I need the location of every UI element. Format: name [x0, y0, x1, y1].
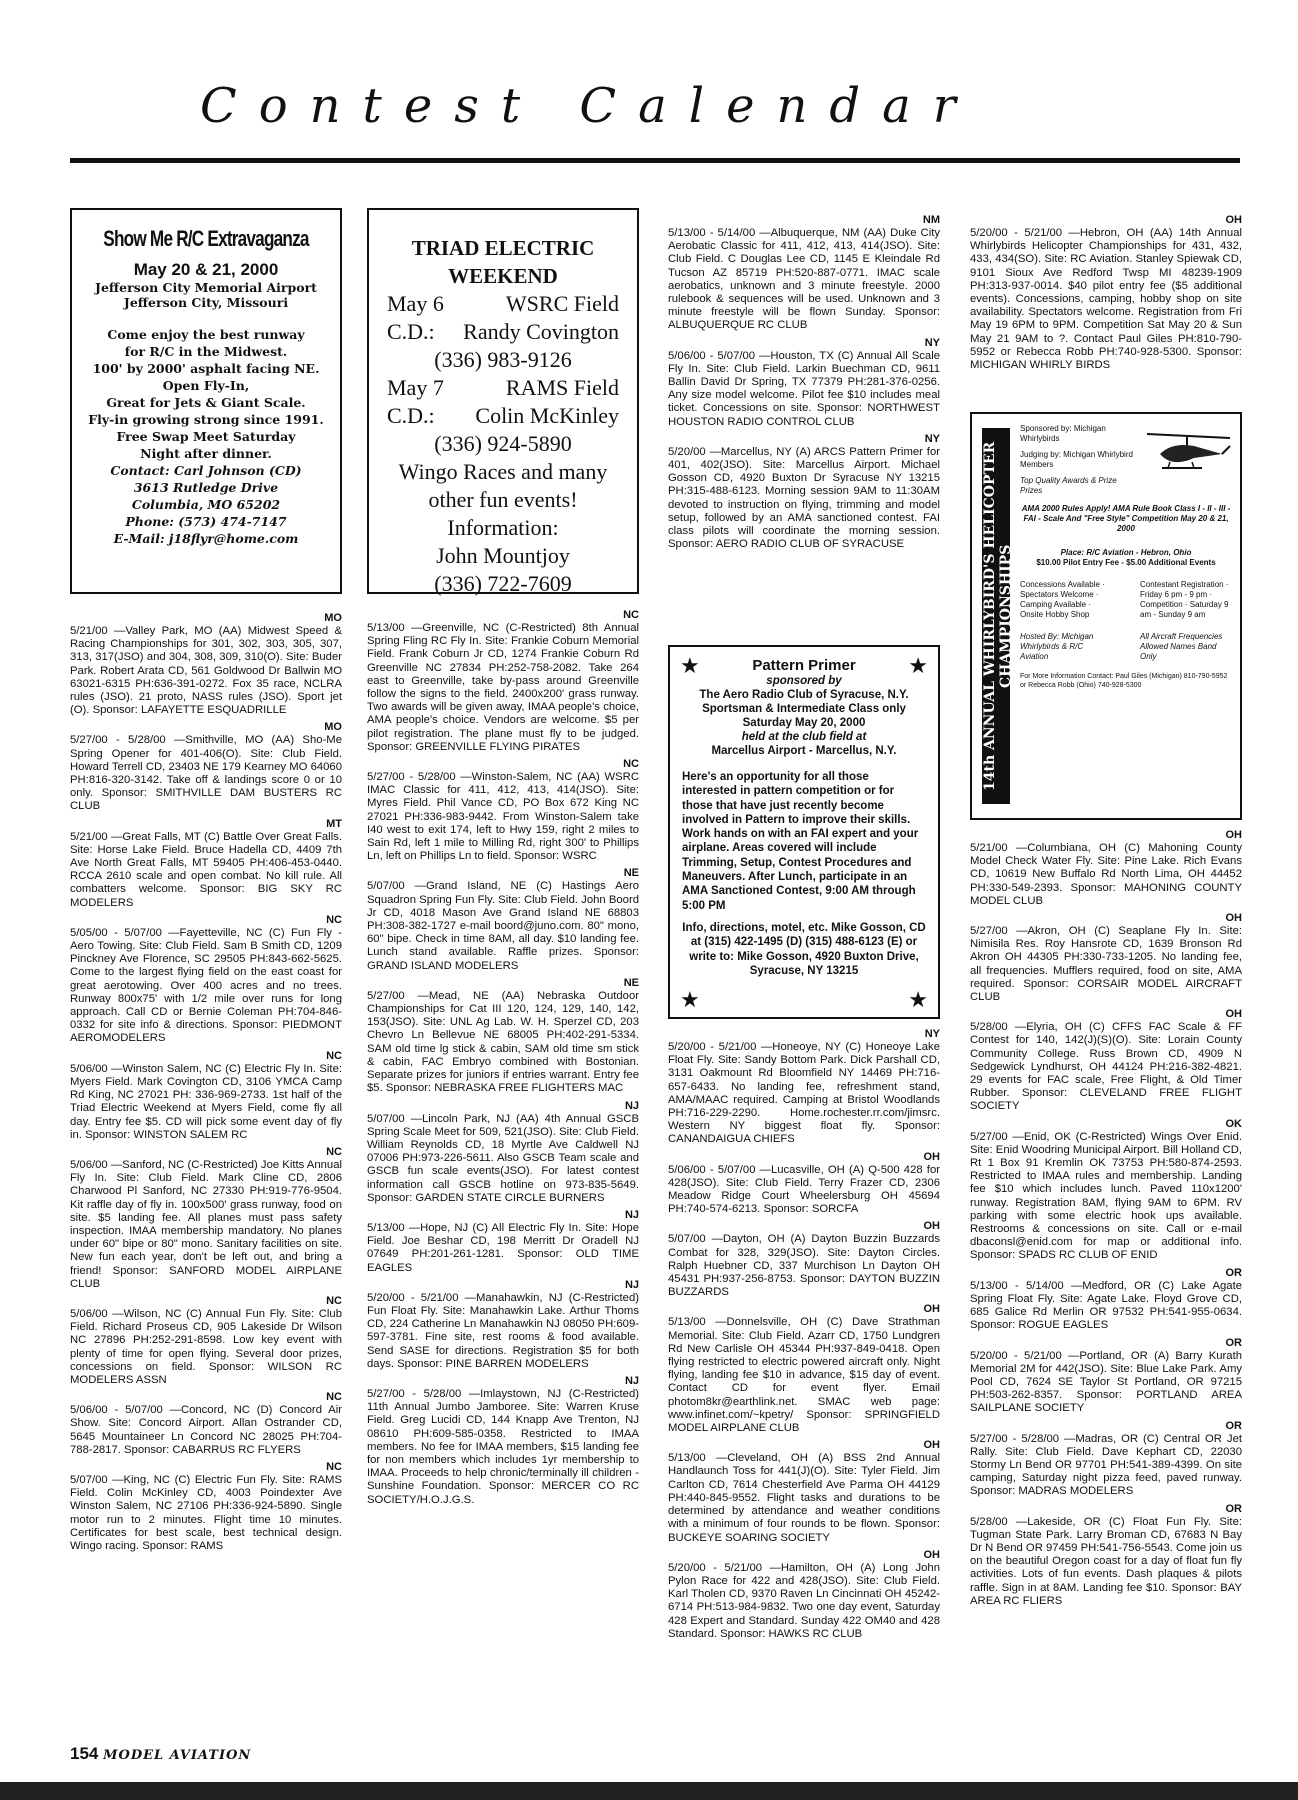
ad-line: Open Fly-In, — [162, 378, 250, 393]
state-heading: OR — [1225, 1502, 1242, 1515]
ad-sponsor-label: sponsored by — [766, 675, 842, 687]
listing-column-3-bottom — [668, 1024, 940, 1641]
state-heading: OH — [923, 1439, 940, 1452]
contest-entry: 5/20/00 - 5/21/00 —Manahawkin, NJ (C-Restricted) Fun Float Fly. Site: Manahawkin Lake. Arthur Thoms CD, 224 Catherine Ln Manahawkin NJ 08050 PH:609-597-3781. Fine site, rest rooms & food available. Send SASE for directions. Registration $5 for both days. Sponsor: PINE BARREN MODELERS — [367, 1291, 639, 1370]
ad-info-label: Information: — [447, 515, 559, 540]
contest-entry: 5/06/00 - 5/07/00 —Lucasville, OH (A) Q-500 428 for 428(JSO). Site: Club Field. Terry Frazer CD, 2306 Meadow Ridge Court Wheelersburg OH 45694 PH:740-574-6213. Sponsor: SORCFA — [668, 1163, 940, 1216]
state-heading: NC — [326, 1049, 342, 1062]
ad-title: WEEKEND — [448, 264, 558, 288]
ad-site: Marcellus Airport - Marcellus, N.Y. — [711, 745, 897, 757]
ad-line: Great for Jets & Giant Scale. — [106, 395, 306, 410]
ad-right-list: Contestant Registration · Friday 6 pm - 9 pm · Competition · Saturday 9 am - Sunday 9 am — [1140, 580, 1229, 619]
contest-entry: 5/13/00 —Hope, NJ (C) All Electric Fly In. Site: Hope Field. Joe Beshar CD, 198 Merritt Dr Oradell NJ 07649 PH:201-261-1281. Sponsor: OLD TIME EAGLES — [367, 1221, 639, 1274]
ad-body: Here's an opportunity for all those interested in pattern competition or for those that have just recently become involved in Pattern to improve their skills. Work hands on with an FAI expert and your airplane. Areas covered will include Trimming, Setup, Contest Procedures and Maneuvers. After Lunch, participate in an AMA Sanctioned Contest, 9:00 AM through 5:00 PM — [682, 771, 919, 912]
state-heading: OH — [1225, 829, 1242, 841]
state-heading: OK — [1225, 1117, 1242, 1130]
ad-whirlybirds — [970, 412, 1242, 820]
ad-extra: Wingo Races and many — [398, 459, 608, 484]
magazine-name: MODEL AVIATION — [103, 1748, 252, 1763]
ad-row — [369, 374, 637, 402]
state-heading: NY — [924, 432, 940, 445]
contest-entry: 5/27/00 - 5/28/00 —Imlaystown, NJ (C-Restricted) 11th Annual Jumbo Jamboree. Site: Warren Kruse Field. Greg Lucidi CD, 144 Knapp Ave Trenton, NJ 08610 PH:609-585-0358. Restricted to IMAA members. No fee for IMAA members, $15 landing fee for non members which includes 1yr membership to IMAA. Proceeds to help chronic/terminally ill children - Sunshine Foundation. Sponsor: MERCER CO RC SOCIETY/H.O.J.G.S. — [367, 1387, 639, 1506]
state-heading: NJ — [624, 1278, 639, 1291]
star-icon: ★ — [680, 987, 700, 1012]
contest-entry: 5/27/00 —Akron, OH (C) Seaplane Fly In. Site: Nimisila Res. Roy Hansrote CD, 1639 Bronson Rd Akron OH 44305 PH:330-733-1205. No landing fee, all frequencies. Mufflers required, food on site, AMA required. Sponsor: CORSAIR MODEL AIRCRAFT CLUB — [970, 925, 1242, 1004]
contest-entry: 5/20/00 - 5/21/00 —Hamilton, OH (A) Long John Pylon Race for 422 and 428(JSO). Site: Club Field. Karl Tholen CD, 9370 Raven Ln Cincinnati OH 45242-6714 PH:513-984-9832. Two one day event, Saturday 428 Expert and Standard. Sunday 422 OM40 and 428 Standard. Sponsor: HAWKS RC CLUB — [668, 1561, 940, 1640]
contest-entry: 5/13/00 —Donnelsville, OH (C) Dave Strathman Memorial. Site: Club Field. Azarr CD, 1750 Lundgren Rd New Carlisle OH 45344 PH:937-849-0418. Open flying restricted to electric powered aircraft only. Night flying, landing fee $10 in advance, $15 day of event. Contact CD for event flyer. Email photom8kr@earthlink.net. SMAC web page: www.infinet.com/~kpetry/ Sponsor: SPRINGFIELD MODEL AIRPLANE CLUB — [668, 1316, 940, 1435]
contest-entry: 5/27/00 - 5/28/00 —Winston-Salem, NC (AA) WSRC IMAC Classic for 411, 412, 413, 414(JSO). Site: Myres Field. Phil Vance CD, PO Box 672 King NC 27021 PH:336-983-9442. From Winston-Salem take I40 west to exit 174, left to Hwy 159, right 2 miles to Sain Rd, left 1 mile to Milling Rd, right 300' to Phillips Ln, left on Phillips Ln to field. Sponsor: WSRC — [367, 771, 639, 863]
state-heading: NC — [623, 609, 639, 621]
ad-contact-line: 3613 Rutledge Drive — [133, 480, 279, 495]
contest-entry: 5/28/00 —Lakeside, OR (C) Float Fun Fly. Site: Tugman State Park. Larry Broman CD, 67683 N Bay Dr N Bend OR 97459 PH:541-756-5543. Come join us on the beautiful Oregon coast for a day of float fun fly activities. Lots of fun events. Dash plaques & pilots raffle. Sign in at 8AM. Landing fee $10. Sponsor: BAY AREA RC FLIERS — [970, 1515, 1242, 1607]
helicopter-icon — [1142, 424, 1232, 484]
ad-extra: other fun events! — [428, 487, 578, 512]
ad-line: Fly-in growing strong since 1991. — [88, 412, 324, 427]
ad-contact: John Mountjoy — [436, 543, 570, 568]
ad-class: Sportsman & Intermediate Class only — [702, 703, 906, 715]
listing-column-2 — [367, 605, 639, 1507]
ad-day: May 6 — [387, 291, 444, 316]
contest-entry: 5/20/00 - 5/21/00 —Hebron, OH (AA) 14th Annual Whirlybirds Helicopter Championships for 431, 432, 433, 434(SO). Site: RC Aviation. Stanley Spiewak CD, 9101 Sioux Ave Redford Twsp MI 48239-1909 PH:313-937-0014. $40 pilot entry fee ($5 additional events). Concessions, camping, hobby shop on site availability. Spectators welcome. Registration from Fri May 19 6PM to 9PM. Competition Sat May 20 & Sun May 21 9AM to ?. Contact Paul Giles PH:810-790-5952 or Rebecca Robb PH:740-928-5300. Sponsor: MICHIGAN WHIRLY BIRDS — [970, 227, 1242, 372]
contest-entry: 5/06/00 - 5/07/00 —Houston, TX (C) Annual All Scale Fly In. Site: Club Field. Larkin Buechman CD, 9611 Ballin David Dr Spring, TX 77379 PH:281-376-0256. Any size model welcome. Pilot fee $10 includes meal ticket. Concessions on site. Sponsor: NORTHWEST HOUSTON RADIO CONTROL CLUB — [668, 349, 940, 428]
ad-contact-line: Columbia, MO 65202 — [131, 497, 281, 512]
state-heading: OH — [923, 1548, 940, 1561]
ad-date: Saturday May 20, 2000 — [742, 717, 866, 729]
ad-contact — [72, 462, 340, 547]
bottom-band — [0, 1782, 1298, 1800]
ad-hosted: Hosted By: Michigan Whirlybirds & R/C Aviation — [1020, 632, 1094, 661]
contest-entry: 5/06/00 - 5/07/00 —Concord, NC (D) Concord Air Show. Site: Concord Airport. Allan Ostrander CD, 5645 Mountaineer Ln Concord NC 28025 PH:704-788-2817. Sponsor: CABARRUS RC FLYERS — [70, 1404, 342, 1456]
ad-row — [369, 318, 637, 346]
contest-entry: 5/07/00 —King, NC (C) Electric Fun Fly. Site: RAMS Field. Colin McKinley CD, 4003 Poindexter Ave Winston Salem, NC 27106 PH:336-924-5890. Single motor run to 2 minutes. Flight time 10 minutes. Certificates for best scale, best technical design. Wingo racing. Sponsor: RAMS — [70, 1473, 342, 1552]
state-heading: OR — [1225, 1419, 1242, 1432]
ad-phone: (336) 924-5890 — [434, 431, 572, 456]
ad-sponsor: The Aero Radio Club of Syracuse, N.Y. — [699, 689, 909, 701]
ad-note: All Aircraft Frequencies Allowed Names Band Only — [1140, 632, 1223, 661]
ad-field: RAMS Field — [505, 375, 619, 400]
ad-title: TRIAD ELECTRIC — [411, 236, 595, 260]
listing-column-1 — [70, 608, 342, 1553]
state-heading: OH — [1225, 1008, 1242, 1021]
ad-fee: $10.00 Pilot Entry Fee - $5.00 Additional Events — [1036, 558, 1216, 567]
ad-site: Jefferson City, Missouri — [123, 295, 289, 310]
ad-judging: Judging by: Michigan Whirlybird Members — [1020, 450, 1133, 469]
state-heading: NC — [623, 758, 639, 771]
ad-content — [1020, 424, 1232, 808]
ad-contact: For More Information Contact: Paul Giles (Michigan) 810-790-5952 or Rebecca Robb (Ohio) 740-928-5300 — [1020, 673, 1228, 689]
ad-cd-label: C.D.: — [387, 403, 435, 428]
page-number: 154 — [70, 1744, 99, 1763]
state-heading: NC — [326, 1391, 342, 1404]
state-heading: NC — [326, 1145, 342, 1158]
state-heading: OH — [1225, 912, 1242, 925]
page-title: Contest Calendar — [200, 78, 978, 134]
contest-entry: 5/20/00 - 5/21/00 —Honeoye, NY (C) Honeoye Lake Float Fly. Site: Sandy Bottom Park. Dick Parshall CD, 3131 Oakmount Rd Bloomfield NY 14469 PH:716-657-6433. No landing fee, refreshment stand, AMA/MAAC required. Camping at Bristol Woodlands PH:716-229-2290. Home.rochester.rr.com/jimsrc. Western NY biggest float fly. Sponsor: CANANDAIGUA CHIEFS — [668, 1041, 940, 1146]
ad-line: Night after dinner. — [140, 446, 272, 461]
star-icon: ★ — [908, 987, 928, 1012]
ad-contact-line: E-Mail: j18flyr@home.com — [113, 531, 299, 546]
ad-cd: Randy Covington — [463, 319, 619, 344]
state-heading: MO — [324, 721, 342, 734]
state-heading: NJ — [624, 1099, 639, 1112]
contest-entry: 5/06/00 —Wilson, NC (C) Annual Fun Fly. Site: Club Field. Richard Proseus CD, 905 Lakeside Dr Wilson NC 27896 PH:252-291-8598. Low key event with plenty of time for open flying. Several door prizes, concessions on field. Sponsor: WILSON RC MODELERS ASSN — [70, 1307, 342, 1386]
state-heading: OH — [1225, 214, 1242, 226]
contest-entry: 5/07/00 —Lincoln Park, NJ (AA) 4th Annual GSCB Spring Scale Meet for 509, 521(JSO). Site: Club Field. William Reynolds CD, 18 Myrtle Ave Caldwell NJ 07006 PH:973-226-5611. Also GSCB Team scale and GSCB fun scale events(JSO). For latest contest information call GSCB hotline on 973-835-5649. Sponsor: GARDEN STATE CIRCLE BURNERS — [367, 1112, 639, 1204]
ad-line: for R/C in the Midwest. — [124, 344, 288, 359]
ad-sponsored: Sponsored by: Michigan Whirlybirds — [1020, 424, 1106, 443]
contest-entry: 5/21/00 —Columbiana, OH (C) Mahoning County Model Check Water Fly. Site: Pine Lake. Rich Evans CD, 10619 New Buffalo Rd North Lima, OH 44452 PH:330-549-2393. Sponsor: MAHONING COUNTY MODEL CLUB — [970, 842, 1242, 907]
state-heading: NY — [924, 1028, 940, 1040]
contest-entry: 5/28/00 —Elyria, OH (C) CFFS FAC Scale & FF Contest for 140, 142(J)(S)(O). Site: Lorain County Community College. Russ Brown CD, 4909 N Sedgewick Lyndhurst, OH 44124 PH:216-382-4821. 29 events for FAC scale, Free Flight, & Old Timer Rubber. Sponsor: CLEVELAND FREE FLIGHT SOCIETY — [970, 1021, 1242, 1113]
ad-site: Jefferson City Memorial Airport — [95, 280, 317, 295]
ad-phone: (336) 722-7609 — [434, 571, 572, 596]
ad-description — [72, 326, 340, 462]
state-heading: OR — [1225, 1336, 1242, 1349]
contest-entry: 5/07/00 —Grand Island, NE (C) Hastings Aero Squadron Spring Fun Fly. Site: Club Field. John Boord Jr CD, 4018 Mason Ave Grand Island NE 68803 PH:308-382-1727 e-mail boord@juno.com. 80" mono, 60" bipe. Check in time 8AM, all day. $10 landing fee. Lunch stand available. Raffle prizes. Sponsor: GRAND ISLAND MODELERS — [367, 880, 639, 972]
listing-column-3-top — [668, 210, 940, 551]
ad-held: held at the club field at — [741, 731, 867, 743]
ad-place: Place: R/C Aviation - Hebron, Ohio — [1060, 548, 1192, 557]
state-heading: NJ — [624, 1208, 639, 1221]
ad-banner: 14th ANNUAL WHIRLYBIRD'S HELICOPTER CHAMPIONSHIPS — [982, 428, 1010, 804]
state-heading: NC — [326, 1460, 342, 1473]
ad-title: Show Me R/C Extravaganza — [103, 226, 309, 251]
contest-entry: 5/20/00 —Marcellus, NY (A) ARCS Pattern Primer for 401, 402(JSO). Site: Marcellus Airport. Michael Gosson CD, 4920 Buxton Dr Syracuse NY 13215 PH:315-488-6123. Morning session 9AM to 11:30AM devoted to instruction on flying, trimming and model setup, followed by an AMA sanctioned contest. FAI class pilots will coordinate the morning session. Sponsor: AERO RADIO CLUB OF SYRACUSE — [668, 445, 940, 551]
state-heading: OR — [1225, 1266, 1242, 1279]
ad-contact-line: Phone: (573) 474-7147 — [125, 514, 287, 529]
ad-phone: (336) 983-9126 — [434, 347, 572, 372]
contest-entry: 5/05/00 - 5/07/00 —Fayetteville, NC (C) Fun Fly - Aero Towing. Site: Club Field. Sam B Smith CD, 1209 Pinckney Ave Florence, SC 29505 PH:843-662-5625. Come to the largest flying field on the east coast for great aerotowing. Over 400 acres and no trees. Runway 800x75' with 1/2 mile over runs for long approach. Call CD or Bernie Coleman PH:704-846-0332 for site info & directions. Sponsor: PIEDMONT AEROMODELERS — [70, 926, 342, 1045]
state-heading: NC — [326, 1294, 342, 1307]
state-heading: NJ — [624, 1374, 639, 1387]
listing-column-4-top — [970, 210, 1242, 372]
state-heading: NM — [922, 214, 940, 226]
contest-entry: 5/20/00 - 5/21/00 —Portland, OR (A) Barry Kurath Memorial 2M for 442(JSO). Site: Blue Lake Park. Amy Pool CD, 7624 SE Taylor St Portland, OR 97215 PH:503-262-8357. Sponsor: PORTLAND AREA SAILPLANE SOCIETY — [970, 1349, 1242, 1415]
ad-row — [369, 290, 637, 318]
ad-cd: Colin McKinley — [475, 403, 619, 428]
ad-field: WSRC Field — [505, 291, 619, 316]
contest-entry: 5/27/00 - 5/28/00 —Smithville, MO (AA) Sho-Me Spring Opener for 401-406(O). Site: Club Field. Howard Terrell CD, 23403 NE 179 Kearney MO 64060 PH:816-320-3142. Take off & landings score 0 or 10 only. Sponsor: SMITHVILLE DAM BUSTERS RC CLUB — [70, 734, 342, 813]
contest-entry: 5/27/00 —Mead, NE (AA) Nebraska Outdoor Championships for Cat III 120, 124, 129, 140, 142, 153(JSO). Site: UNL Ag Lab. W. H. Sperzel CD, 203 Chevro Ln Bellevue NE 68005 PH:402-291-5334. SAM old time lg stick & cabin, SAM old time sm stick & cabin, FAC Embryo combined with Bostonian. Separate prizes for juniors if entries warrant. Entry fee $5. Sponsor: NEBRASKA FREE FLIGHTERS MAC — [367, 989, 639, 1095]
ad-left-list: Concessions Available · Spectators Welcome · Camping Available · Onsite Hobby Shop — [1020, 580, 1105, 619]
ad-line: Free Swap Meet Saturday — [116, 429, 296, 444]
ad-rules: AMA 2000 Rules Apply! AMA Rule Book Class I - II - III - FAI - Scale And "Free Style" Competition May 20 & 21, 2000 — [1021, 504, 1231, 533]
ad-line: Come enjoy the best runway — [107, 327, 305, 342]
footer — [70, 1744, 251, 1764]
ad-row — [369, 402, 637, 430]
state-heading: OH — [923, 1220, 940, 1233]
contest-entry: 5/06/00 —Sanford, NC (C-Restricted) Joe Kitts Annual Fly In. Site: Club Field. Mark Cline CD, 2806 Charwood Pl Sanford, NC 27330 PH:919-776-9504. Kit raffle day of fly in. 100x500' grass runway, food on site. $5 landing fee. All planes must pass safety inspection. IMAA membership mandatory. No planes under 60" bipe or 80" mono. Sanitary facilities on site. New fun each year, don't be left out, and bring a friend! Sponsor: SANFORD MODEL AIRPLANE CLUB — [70, 1158, 342, 1290]
contest-entry: 5/13/00 - 5/14/00 —Albuquerque, NM (AA) Duke City Aerobatic Classic for 411, 412, 413, 414(JSO). Site: Club Field. C Douglas Lee CD, 1145 E Kleindale Rd Tucson AZ 85719 PH:520-887-0771. IMAC scale aerobatics, unknown and 3 minute freestyle. 2000 rulebook & sequences will be used. Unknown and 3 minute freestyle will be flown Sunday. Sponsor: ALBUQUERQUE RC CLUB — [668, 227, 940, 332]
contest-entry: 5/27/00 —Enid, OK (C-Restricted) Wings Over Enid. Site: Enid Woodring Municipal Airport. Bill Holland CD, Rt 1 Box 91 Kremlin OK 73753 PH:580-874-2593. Restricted to IMAA rules and membership. Landing fee $10 which includes lunch. Paved 110x1200' runway. Registration 8AM, flying 9AM to 6PM. RV parking with some electric hook ups available. Restrooms & concessions on site. Call or e-mail dbaconsl@enid.com for map or additional info. Sponsor: SPADS RC CLUB OF ENID — [970, 1130, 1242, 1262]
ad-day: May 7 — [387, 375, 444, 400]
ad-title: Pattern Primer — [752, 657, 856, 674]
contest-entry: 5/13/00 —Cleveland, OH (A) BSS 2nd Annual Handlaunch Toss for 441(J)(O). Site: Tyler Field. Jim Carlton CD, 7614 Chesterfield Ave Parma OH 44129 PH:440-845-9552. Flight tasks and durations to be determined by attendance and weather conditions with a minimum of four rounds to be flown. Sponsor: BUCKEYE SOARING SOCIETY — [668, 1452, 940, 1544]
star-icon: ★ — [680, 653, 700, 678]
contest-entry: 5/13/00 —Greenville, NC (C-Restricted) 8th Annual Spring Fling RC Fly In. Site: Frankie Coburn Memorial Field. Frank Coburn Jr CD, 1274 Frankie Coburn Rd Greenville NC 27834 PH:252-758-2082. Take 264 east to Greenville, take by-pass around Greenville follow the signs to the field. 2400x200' grass runway. Two awards will be given away, IMAA people's choice, AMA people's choice. Vendors are welcome. $5 per pilot registration. The plane must fly to be judged. Sponsor: GREENVILLE FLYING PIRATES — [367, 622, 639, 753]
contest-entry: 5/27/00 - 5/28/00 —Madras, OR (C) Central OR Jet Rally. Site: Club Field. Dave Kephart CD, 22030 Stormy Ln Bend OR 97701 PH:541-389-4399. On site camping, Saturday night pizza feed, paved runway. Sponsor: MADRAS MODELERS — [970, 1432, 1242, 1498]
ad-contact-line: Contact: Carl Johnson (CD) — [110, 463, 302, 478]
contest-entry: 5/07/00 —Dayton, OH (A) Dayton Buzzin Buzzards Combat for 328, 329(JSO). Site: Dayton Circles. Ralph Huebner CD, 337 Murchison Ln Dayton OH 45431 PH:937-256-8753. Sponsor: DAYTON BUZZIN BUZZARDS — [668, 1233, 940, 1299]
state-heading: MT — [326, 817, 342, 830]
ad-dates: May 20 & 21, 2000 — [133, 260, 279, 279]
state-heading: OH — [923, 1150, 940, 1163]
ad-awards: Top Quality Awards & Prize Prizes — [1020, 476, 1117, 495]
ad-line: 100' by 2000' asphalt facing NE. — [92, 361, 320, 376]
ad-show-me-extravaganza — [70, 208, 342, 594]
state-heading: NE — [623, 976, 639, 989]
listing-column-4-bottom — [970, 825, 1242, 1608]
state-heading: OH — [923, 1303, 940, 1316]
contest-entry: 5/13/00 - 5/14/00 —Medford, OR (C) Lake Agate Spring Float Fly. Site: Agate Lake. Floyd Grove CD, 685 Galice Rd Merlin OR 97532 PH:541-955-0634. Sponsor: ROGUE EAGLES — [970, 1279, 1242, 1332]
ad-pattern-primer — [668, 645, 940, 1019]
contest-entry: 5/21/00 —Valley Park, MO (AA) Midwest Speed & Racing Championships for 301, 302, 303, 305, 307, 313, 317(JSO) and 304, 308, 309, 310(O). Site: Buder Park. Robert Arata CD, 561 Goldwood Dr Ballwin MO 63021-6315 PH:636-391-0272. Fox 35 race, NCLRA rules (JSO). 21 proto, NASS rules (JSO). Sport jet (O). Sponsor: LAFAYETTE ESQUADRILLE — [70, 625, 342, 717]
ad-triad-electric — [367, 208, 639, 594]
contest-entry: 5/21/00 —Great Falls, MT (C) Battle Over Great Falls. Site: Horse Lake Field. Bruce Hadella CD, 4409 7th Ave North Great Falls, MT 59405 PH:406-453-0440. RCCA 2610 scale and open combat. No kill rule. All combatters welcome. Sponsor: BIG SKY RC MODELERS — [70, 830, 342, 909]
title-rule — [70, 158, 1240, 163]
ad-info: Info, directions, motel, etc. Mike Gosson, CD at (315) 422-1495 (D) (315) 488-6123 (E) or write to: Mike Gosson, 4920 Buxton Drive, Syracuse, NY 13215 — [682, 921, 926, 977]
state-heading: NE — [623, 867, 639, 880]
contest-entry: 5/06/00 —Winston Salem, NC (C) Electric Fly In. Site: Myers Field. Mark Covington CD, 3106 YMCA Camp Rd King, NC 27021 PH: 336-969-2733. 1st half of the Triad Electric Weekend at Myers Field, come fly all day. Entry fee $5. CD will pick some event day of fly in. Sponsor: WINSTON SALEM RC — [70, 1062, 342, 1141]
state-heading: MO — [324, 612, 342, 624]
state-heading: NC — [326, 913, 342, 926]
star-icon: ★ — [908, 653, 928, 678]
state-heading: NY — [924, 336, 940, 349]
ad-credits — [1020, 424, 1135, 496]
ad-cd-label: C.D.: — [387, 319, 435, 344]
